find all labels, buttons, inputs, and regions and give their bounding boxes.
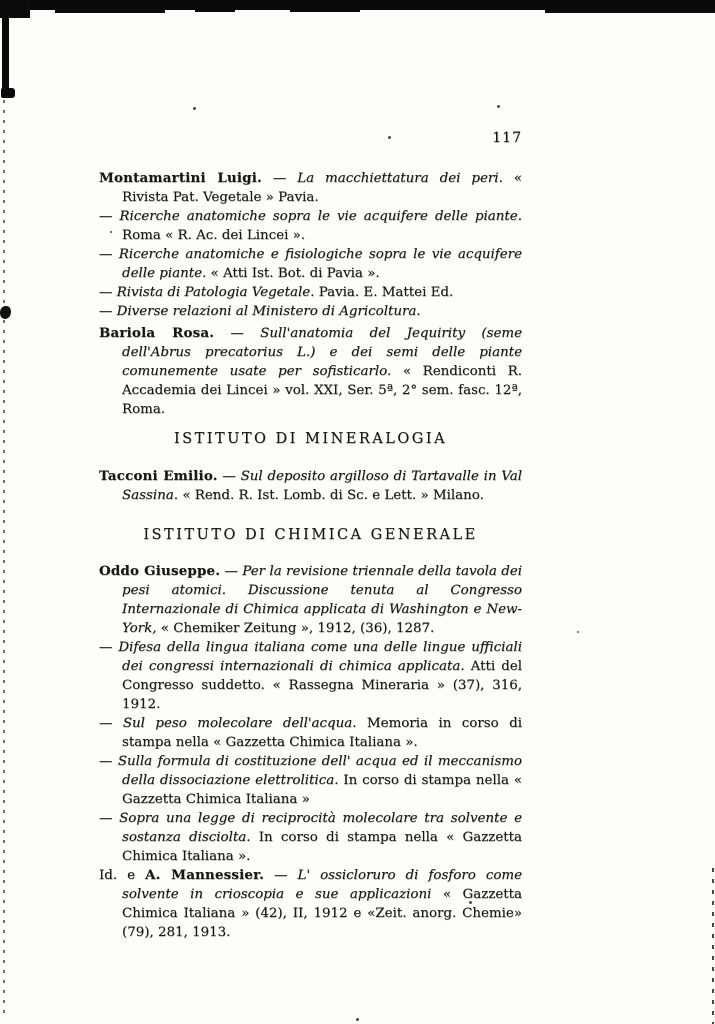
scan-speck [497, 105, 500, 108]
entry-dash: — [99, 811, 120, 826]
bibliography-entry [99, 752, 522, 809]
bibliography-entry [99, 283, 522, 302]
bibliography-entry-tacconi [99, 467, 522, 505]
entry-dash: — [261, 171, 298, 186]
scan-right-edge-dashed-line [712, 868, 714, 1024]
entry-title: Sopra una legge di reciprocità molecolare tra solvente e sostanza disciolta. [119, 811, 522, 845]
entry-citation: « Gazzetta Chimica Italiana » (42), II, 1912 e «Zeit. anorg. Chemie» (79), 281, 1913. [122, 887, 522, 940]
scan-left-edge-dotted-line [3, 100, 5, 1015]
entry-dash: — [217, 469, 241, 484]
entry-dash: — [220, 564, 243, 579]
bibliography-text-column [99, 169, 522, 942]
entry-title: Sul peso molecolare dell'acqua. [122, 716, 357, 731]
entry-dash: — [99, 304, 117, 319]
scan-band-fragment [195, 9, 235, 12]
bibliography-entry [99, 207, 522, 245]
entry-dash: — [214, 326, 261, 341]
entry-dash: — [99, 716, 123, 731]
scan-band-fragment [290, 9, 360, 12]
bibliography-entry-oddo [99, 562, 522, 638]
entry-citation: Memoria in corso di stampa nella « Gazzetta Chimica Italiana ». [122, 716, 522, 750]
scan-speck [193, 107, 196, 110]
scan-left-edge-mark [1, 88, 15, 98]
entry-title: Ricerche anatomiche sopra le vie acquifere delle piante. [119, 209, 522, 224]
entry-citation: « Atti Ist. Bot. di Pavia ». [206, 266, 380, 281]
entry-title: Diverse relazioni al Ministero di Agricoltura. [116, 304, 421, 319]
entry-citation: In corso di stampa nella « Gazzetta Chimica Italiana ». [122, 830, 522, 864]
scan-band-fragment [55, 9, 165, 13]
bibliography-entry [99, 245, 522, 283]
entry-citation: « Chemiker Zeitung », 1912, (36), 1287. [156, 621, 435, 636]
entry-dash: — [99, 285, 117, 300]
entry-dash: — [99, 640, 119, 655]
entry-dash: — [264, 868, 298, 883]
entry-dash: — [99, 247, 119, 262]
scan-band-fragment [545, 8, 715, 13]
bibliography-entry-montamartini [99, 169, 522, 207]
entry-citation: Pavia. E. Mattei Ed. [314, 285, 454, 300]
entry-title: Rivista di Patologia Vegetale. [116, 285, 315, 300]
entry-citation: Roma « R. Ac. dei Lincei ». [122, 228, 306, 243]
entry-author: Oddo Giuseppe. [99, 563, 221, 579]
bibliography-entry [99, 809, 522, 866]
entry-dash: — [99, 754, 118, 769]
entry-title: Difesa della lingua italiana come una delle lingue ufficiali dei congressi internazionali di chimica applicata. [118, 640, 522, 674]
entry-title: La macchiettatura dei peri. [297, 171, 503, 186]
entry-author: Bariola Rosa. [99, 325, 215, 341]
entry-title: Ricerche anatomiche e fisiologiche sopra le vie acquifere delle piante. [118, 247, 522, 281]
entry-citation: « Rend. R. Ist. Lomb. di Sc. e Lett. » Milano. [178, 488, 484, 503]
entry-citation: In corso di stampa nella « Gazzetta Chimica Italiana » [122, 773, 522, 807]
entry-citation: « Rendiconti R. Accademia dei Lincei » vol. XXI, Ser. 5ª, 2° sem. fasc. 12ª, Roma. [122, 364, 522, 417]
entry-author: Tacconi Emilio. [99, 468, 218, 484]
entry-dash: — [99, 209, 120, 224]
bibliography-entry-bariola [99, 324, 522, 419]
entry-title: Per la revisione triennale della tavola dei pesi atomici. Discussione tenuta al Congresso Internazionale di Chimica applicata di Washington e New-York, [122, 564, 523, 636]
section-heading-mineralogia: ISTITUTO DI MINERALOGIA [173, 431, 448, 447]
bibliography-entry [99, 302, 522, 321]
entry-citation: Atti del Congresso suddetto. « Rassegna Mineraria » (37), 316, 1912. [122, 659, 522, 712]
entry-title: Sulla formula di costituzione dell' acqua ed il meccanismo della dissociazione elettrolitica. [117, 754, 522, 788]
scan-speck [356, 1018, 359, 1021]
scan-ink-blob [0, 306, 11, 319]
entry-author: Montamartini Luigi. [99, 170, 262, 186]
section-heading-chimica-generale: ISTITUTO DI CHIMICA GENERALE [143, 527, 478, 543]
entry-prefix: Id. e [99, 868, 146, 883]
entry-citation: « Rivista Pat. Vegetale » Pavia. [122, 171, 523, 205]
page-number: 117 [492, 130, 522, 146]
bibliography-entry-mannessier [99, 866, 522, 942]
entry-author: A. Mannessier. [145, 867, 265, 883]
scan-left-edge-mark [2, 6, 9, 96]
bibliography-entry [99, 714, 522, 752]
entry-title: L' ossicloruro di fosforo come solvente in crioscopia e sue applicazioni [122, 868, 522, 902]
scan-speck [577, 631, 579, 633]
entry-title: Sul deposito argilloso di Tartavalle in Val Sassina. [122, 469, 523, 503]
bibliography-entry [99, 638, 522, 714]
entry-title: Sull'anatomia del Jequirity (seme dell'Abrus precatorius L.) e dei semi delle piante comunemente usate per sofisticarlo. [122, 326, 523, 379]
